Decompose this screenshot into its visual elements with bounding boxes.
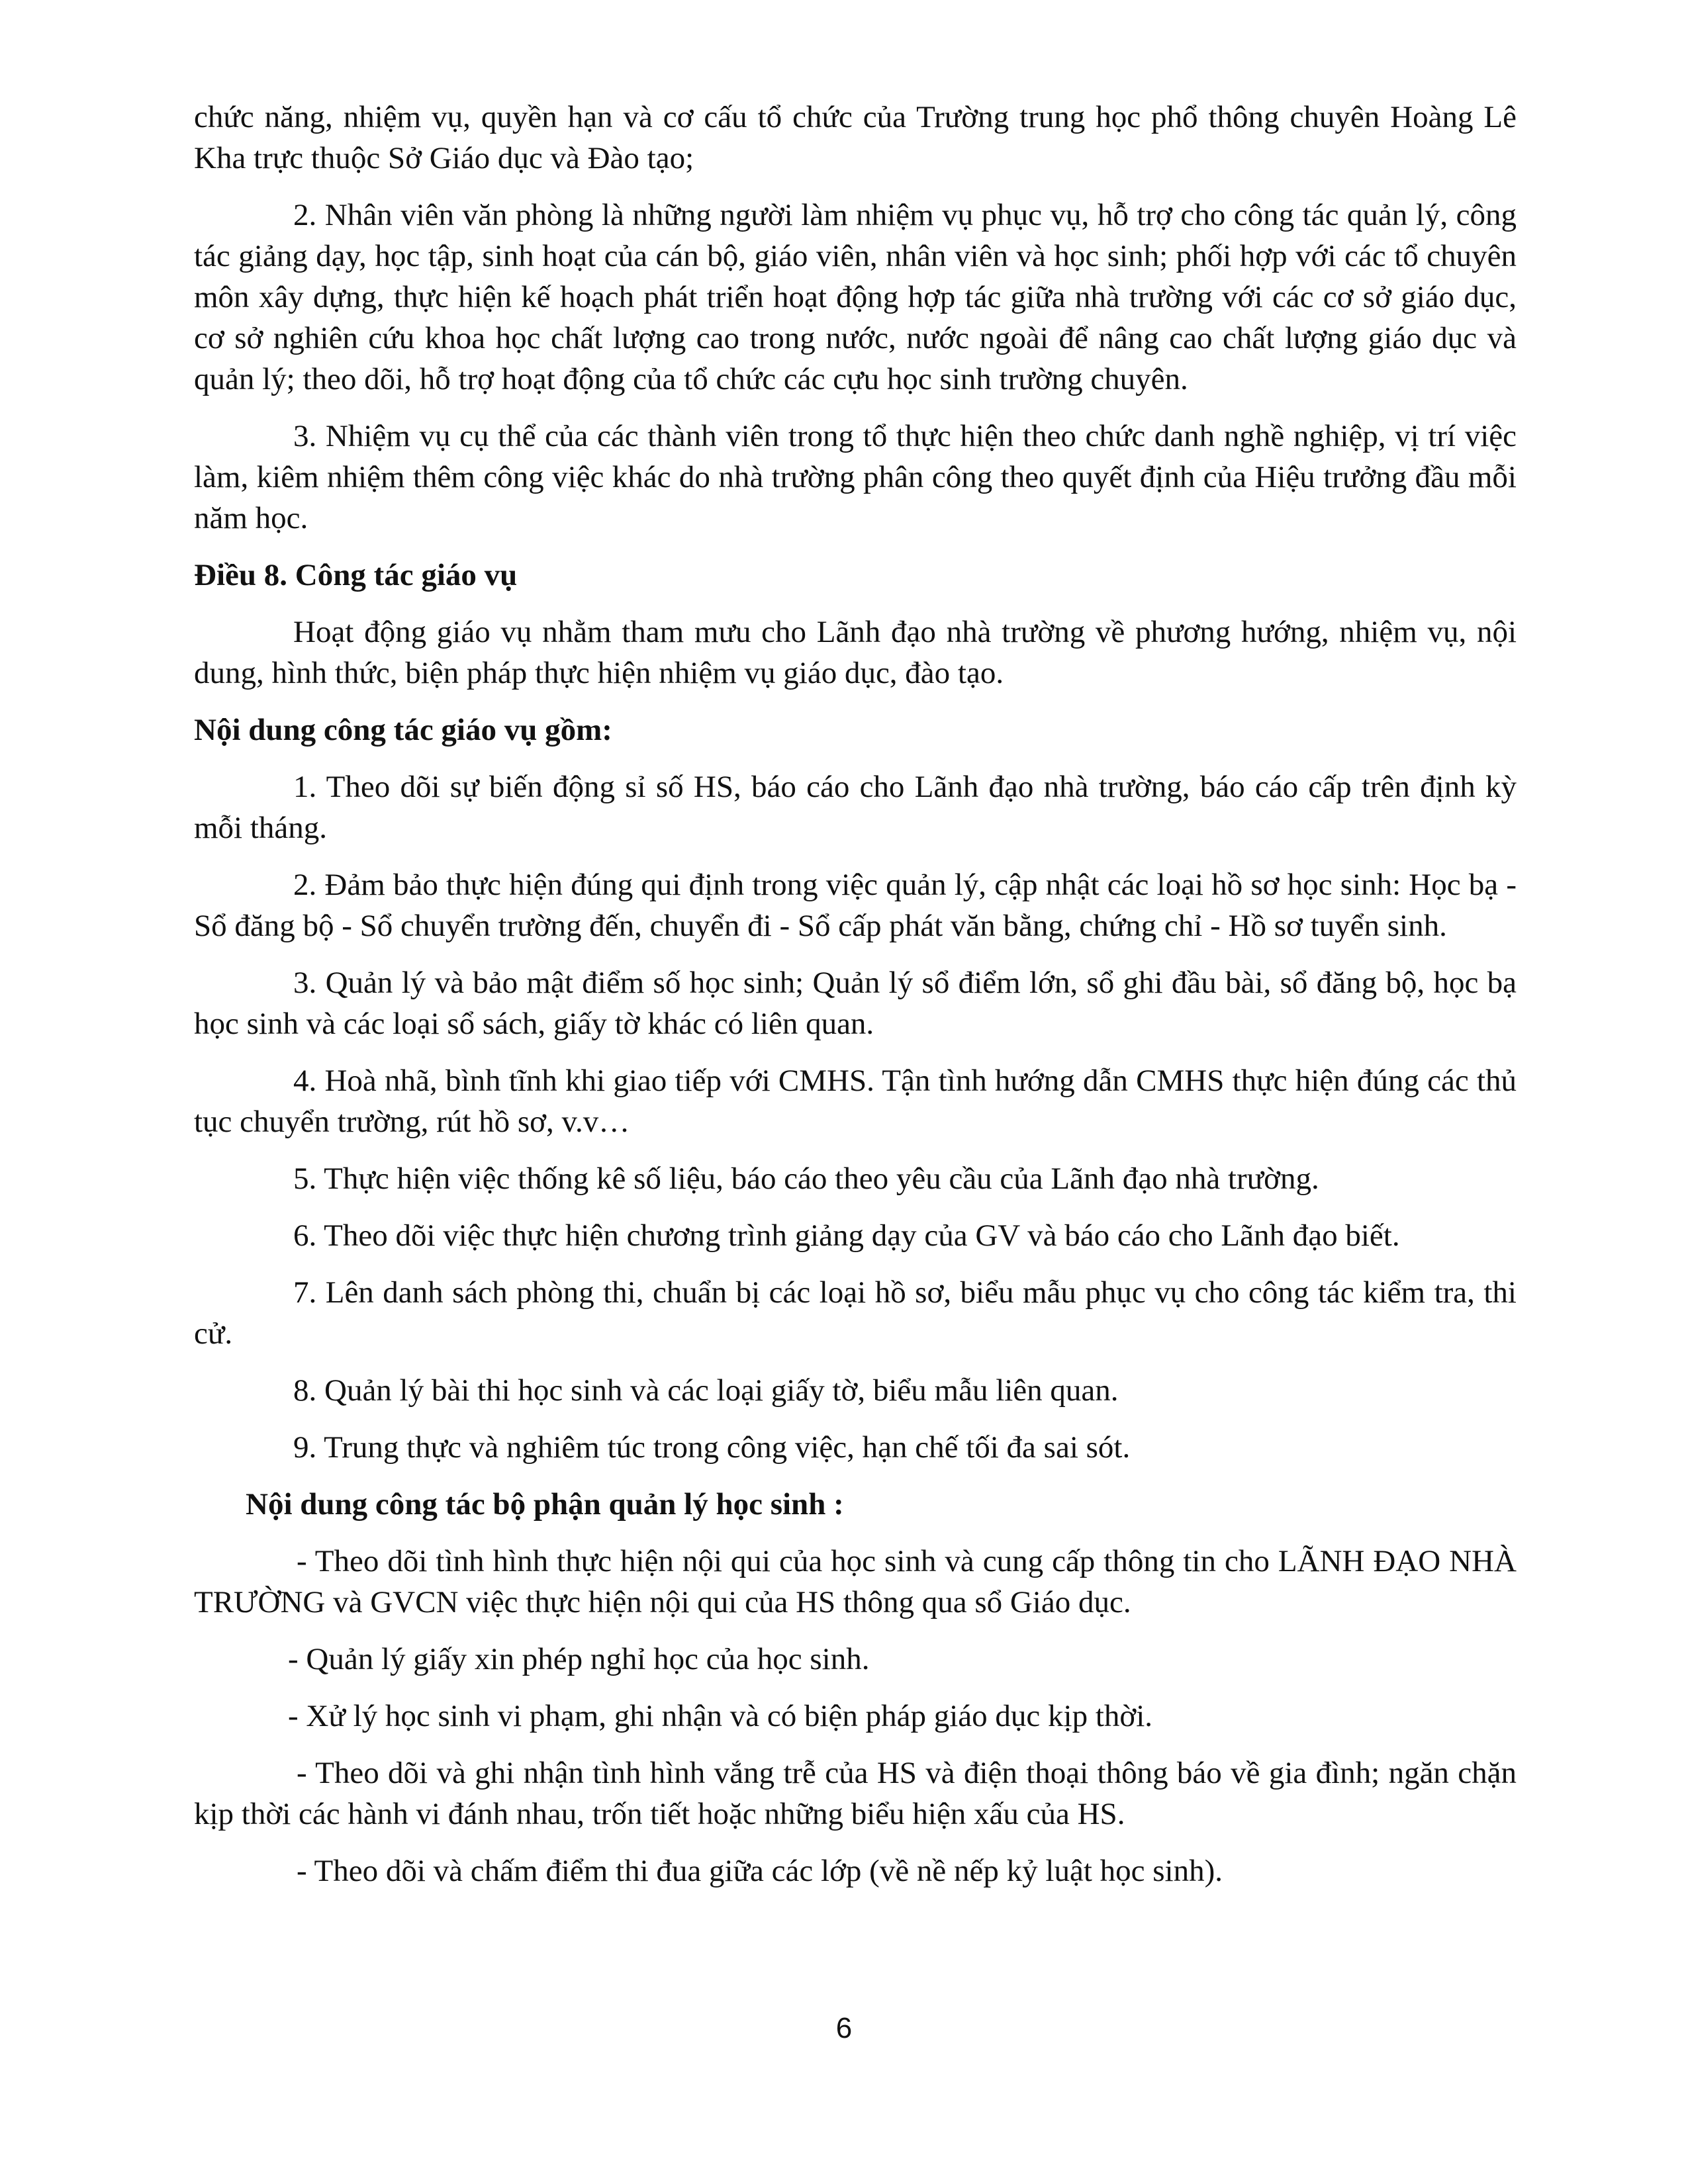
paragraph-clause-2: 2. Nhân viên văn phòng là những người làm nhiệm vụ phục vụ, hỗ trợ cho công tác quản lý, công tác giảng dạy, học tập, sinh hoạt của cán bộ, giáo viên, nhân viên và học sinh; phối hợp với các tổ chuyên môn xây dựng, thực hiện kế hoạch phát triển hoạt động hợp tác giữa nhà trường với các cơ sở giáo dục, cơ sở nghiên cứu khoa học chất lượng cao trong nước, nước ngoài để nâng cao chất lượng giáo dục và quản lý; theo dõi, hỗ trợ hoạt động của tổ chức các cựu học sinh trường chuyên. (194, 198, 1517, 396)
academic-affairs-list (194, 766, 1517, 1468)
list-item: 7. Lên danh sách phòng thi, chuẩn bị các loại hồ sơ, biểu mẫu phục vụ cho công tác kiểm tra, thi cử. (194, 1275, 1517, 1351)
list-item: 2. Đảm bảo thực hiện đúng qui định trong việc quản lý, cập nhật các loại hồ sơ học sinh: Học bạ - Sổ đăng bộ - Sổ chuyển trường đến, chuyển đi - Sổ cấp phát văn bằng, chứng chỉ - Hồ sơ tuyển sinh. (194, 868, 1517, 943)
list-item: 1. Theo dõi sự biến động sỉ số HS, báo cáo cho Lãnh đạo nhà trường, báo cáo cấp trên định kỳ mỗi tháng. (194, 770, 1517, 845)
academic-affairs-subheading: Nội dung công tác giáo vụ gồm: (194, 713, 612, 747)
list-item: 5. Thực hiện việc thống kê số liệu, báo cáo theo yêu cầu của Lãnh đạo nhà trường. (293, 1161, 1319, 1196)
list-item: - Theo dõi tình hình thực hiện nội qui của học sinh và cung cấp thông tin cho LÃNH ĐẠO NHÀ TRƯỜNG và GVCN việc thực hiện nội qui của HS thông qua sổ Giáo dục. (194, 1544, 1517, 1619)
paragraph-continuation: chức năng, nhiệm vụ, quyền hạn và cơ cấu tổ chức của Trường trung học phổ thông chuyên Hoàng Lê Kha trực thuộc Sở Giáo dục và Đào tạo; (194, 100, 1517, 175)
paragraph-clause-3: 3. Nhiệm vụ cụ thể của các thành viên trong tổ thực hiện theo chức danh nghề nghiệp, vị trí việc làm, kiêm nhiệm thêm công việc khác do nhà trường phân công theo quyết định của Hiệu trưởng đầu mỗi năm học. (194, 419, 1517, 535)
list-item: 9. Trung thực và nghiêm túc trong công việc, hạn chế tối đa sai sót. (293, 1430, 1131, 1465)
document-page (194, 97, 1517, 1891)
article-8-intro: Hoạt động giáo vụ nhằm tham mưu cho Lãnh đạo nhà trường về phương hướng, nhiệm vụ, nội dung, hình thức, biện pháp thực hiện nhiệm vụ giáo dục, đào tạo. (194, 615, 1517, 690)
list-item: - Xử lý học sinh vi phạm, ghi nhận và có biện pháp giáo dục kịp thời. (288, 1699, 1153, 1733)
list-item: 4. Hoà nhã, bình tĩnh khi giao tiếp với CMHS. Tận tình hướng dẫn CMHS thực hiện đúng các thủ tục chuyển trường, rút hồ sơ, v.v… (194, 1064, 1517, 1139)
student-management-list (194, 1541, 1517, 1891)
list-item: 3. Quản lý và bảo mật điểm số học sinh; Quản lý sổ điểm lớn, sổ ghi đầu bài, sổ đăng bộ, học bạ học sinh và các loại sổ sách, giấy tờ khác có liên quan. (194, 966, 1517, 1041)
list-item: - Theo dõi và chấm điểm thi đua giữa các lớp (về nề nếp kỷ luật học sinh). (297, 1854, 1223, 1888)
article-8-heading: Điều 8. Công tác giáo vụ (194, 558, 518, 592)
list-item: 6. Theo dõi việc thực hiện chương trình giảng dạy của GV và báo cáo cho Lãnh đạo biết. (293, 1218, 1400, 1253)
page-number: 6 (835, 2012, 853, 2044)
list-item: - Quản lý giấy xin phép nghỉ học của học sinh. (288, 1642, 870, 1676)
student-management-heading: Nội dung công tác bộ phận quản lý học sinh : (246, 1487, 844, 1522)
list-item: 8. Quản lý bài thi học sinh và các loại giấy tờ, biểu mẫu liên quan. (293, 1373, 1119, 1408)
list-item: - Theo dõi và ghi nhận tình hình vắng trễ của HS và điện thoại thông báo về gia đình; ngăn chặn kịp thời các hành vi đánh nhau, trốn tiết hoặc những biểu hiện xấu của HS. (194, 1756, 1517, 1831)
